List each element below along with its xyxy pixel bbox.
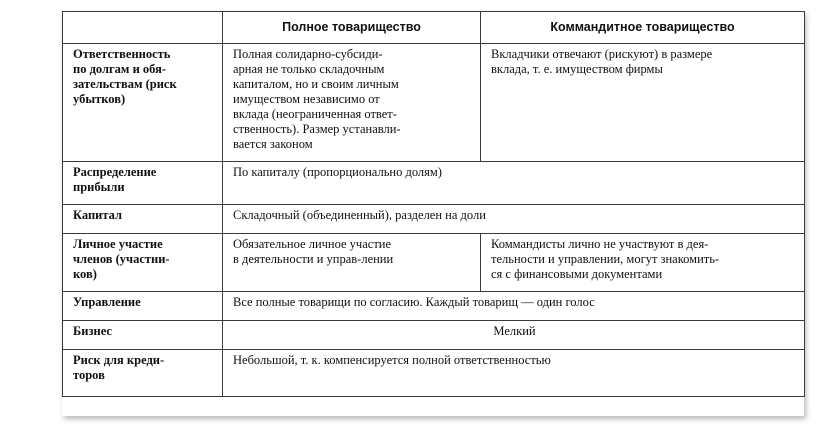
- row-label: [63, 292, 223, 321]
- table-row: [63, 44, 805, 162]
- cell-merged: [223, 205, 805, 234]
- header-full-partnership: Полное товарищество: [223, 12, 481, 44]
- row-label: [63, 205, 223, 234]
- cell-merged-text: По капиталу (пропорционально долям): [233, 165, 442, 179]
- cell-merged: [223, 350, 805, 397]
- cell-merged: [223, 321, 805, 350]
- row-label-text: Распределение прибыли: [73, 165, 157, 194]
- header-empty: [63, 12, 223, 44]
- header-limited-partnership: Коммандитное товарищество: [481, 12, 805, 44]
- cell-limited: [481, 234, 805, 292]
- row-label: [63, 350, 223, 397]
- cell-merged-text: Складочный (объединенный), разделен на доли: [233, 208, 486, 222]
- row-label-text: Личное участие членов (участни- ков): [73, 237, 170, 281]
- cell-limited-text: Вкладчики отвечают (рискуют) в размере вклада, т. е. имуществом фирмы: [491, 47, 713, 76]
- cell-limited: [481, 44, 805, 162]
- row-label: [63, 234, 223, 292]
- cell-full-text: Обязательное личное участие в деятельности и управ-лении: [233, 237, 394, 266]
- cell-merged: [223, 162, 805, 205]
- comparison-table: [62, 11, 805, 397]
- table-row: [63, 321, 805, 350]
- cell-full-text: Полная солидарно-субсиди- арная не только складочным капиталом, но и своим личным имуществом независимо от вклада (неограниченная ответ- ственность). Размер устанавли- вается законом: [233, 47, 401, 151]
- table-row: [63, 292, 805, 321]
- row-label-text: Ответственность по долгам и обя- зательствам (риск убытков): [73, 47, 177, 106]
- row-label-text: Бизнес: [73, 324, 112, 338]
- cell-full: [223, 44, 481, 162]
- cell-merged-text: Все полные товарищи по согласию. Каждый товарищ — один голос: [233, 295, 595, 309]
- cell-merged: [223, 292, 805, 321]
- comparison-table-frame: [62, 11, 804, 416]
- cell-merged-text: Мелкий: [493, 324, 536, 338]
- cell-limited-text: Коммандисты лично не участвуют в дея- тельности и управлении, могут знакомить- ся с финансовыми документами: [491, 237, 720, 281]
- row-label: [63, 162, 223, 205]
- table-row: [63, 350, 805, 397]
- header-row: [63, 12, 805, 44]
- cell-merged-text: Небольшой, т. к. компенсируется полной ответственностью: [233, 353, 551, 367]
- cell-full: [223, 234, 481, 292]
- row-label-text: Риск для креди- торов: [73, 353, 165, 382]
- row-label: [63, 44, 223, 162]
- table-row: [63, 205, 805, 234]
- row-label-text: Капитал: [73, 208, 123, 222]
- row-label: [63, 321, 223, 350]
- row-label-text: Управление: [73, 295, 141, 309]
- table-row: [63, 162, 805, 205]
- table-row: [63, 234, 805, 292]
